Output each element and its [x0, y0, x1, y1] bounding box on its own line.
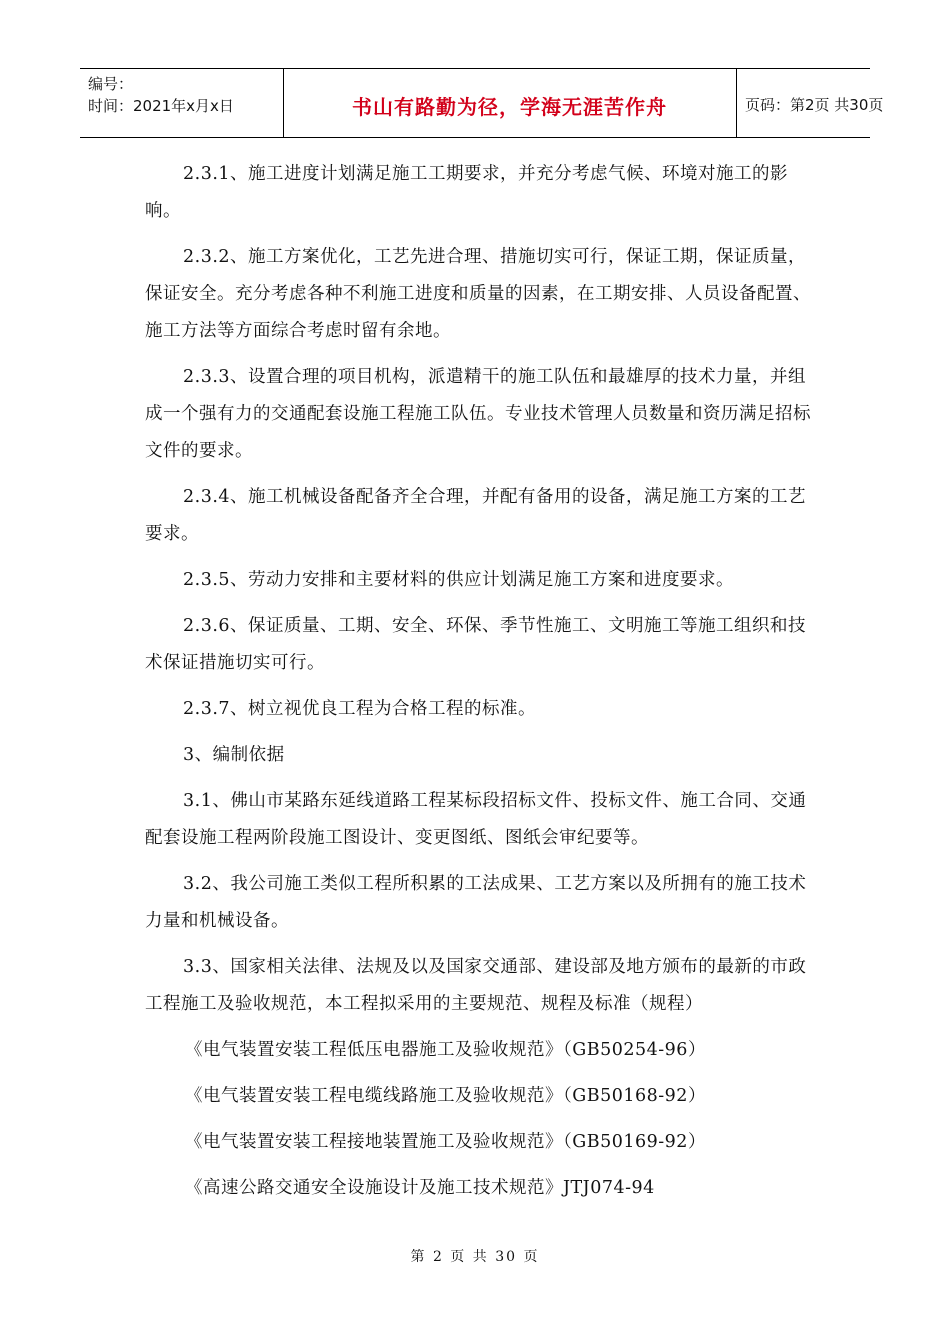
header-meta-cell — [80, 69, 284, 137]
paragraph: 2.3.3、设置合理的项目机构，派遣精干的施工队伍和最雄厚的技术力量，并组成一个强有力的交通配套设施工程施工队伍。专业技术管理人员数量和资历满足招标文件的要求。 — [145, 367, 811, 461]
motto-text: 书山有路勤为径，学海无涯苦作舟 — [352, 95, 667, 119]
paragraph: 2.3.6、保证质量、工期、安全、环保、季节性施工、文明施工等施工组织和技术保证措施切实可行。 — [145, 616, 807, 673]
standard-item: 《电气装置安装工程低压电器施工及验收规范》（GB50254-96） — [185, 1040, 706, 1060]
paragraph: 2.3.2、施工方案优化，工艺先进合理、措施切实可行，保证工期，保证质量，保证安全。充分考虑各种不利施工进度和质量的因素，在工期安排、人员设备配置、施工方法等方面综合考虑时留有余地。 — [145, 247, 811, 341]
time-label: 时间：2021年x月x日 — [88, 97, 234, 115]
page-footer: 第 2 页 共 30 页 — [410, 1249, 540, 1265]
standard-item: 《电气装置安装工程电缆线路施工及验收规范》（GB50168-92） — [185, 1086, 706, 1106]
paragraph: 3.1、佛山市某路东延线道路工程某标段招标文件、投标文件、施工合同、交通配套设施工程两阶段施工图设计、变更图纸、图纸会审纪要等。 — [145, 791, 807, 848]
code-label: 编号： — [88, 75, 134, 93]
header-page-cell — [737, 69, 884, 137]
page-header — [80, 68, 884, 138]
paragraph: 3.2、我公司施工类似工程所积累的工法成果、工艺方案以及所拥有的施工技术力量和机械设备。 — [145, 874, 807, 931]
paragraph: 3.3、国家相关法律、法规及以及国家交通部、建设部及地方颁布的最新的市政工程施工及验收规范，本工程拟采用的主要规范、规程及标准（规程） — [145, 957, 807, 1014]
standard-item: 《高速公路交通安全设施设计及施工技术规范》JTJ074-94 — [185, 1178, 655, 1198]
paragraph: 2.3.7、树立视优良工程为合格工程的标准。 — [183, 699, 537, 719]
page-info: 页码：第2页 共30页 — [745, 96, 884, 114]
section-heading: 3、编制依据 — [183, 745, 285, 765]
paragraph: 2.3.1、施工进度计划满足施工工期要求，并充分考虑气候、环境对施工的影响。 — [145, 164, 789, 221]
document-body — [145, 156, 811, 1216]
header-motto-cell — [283, 69, 737, 137]
paragraph: 2.3.4、施工机械设备配备齐全合理，并配有备用的设备，满足施工方案的工艺要求。 — [145, 487, 807, 544]
paragraph: 2.3.5、劳动力安排和主要材料的供应计划满足施工方案和进度要求。 — [183, 570, 735, 590]
standard-item: 《电气装置安装工程接地装置施工及验收规范》（GB50169-92） — [185, 1132, 706, 1152]
